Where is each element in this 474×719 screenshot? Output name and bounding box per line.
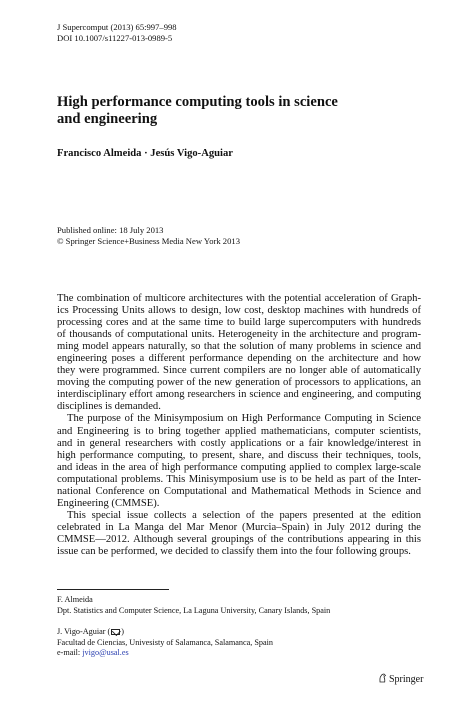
body-line: and ideas in the area of high performance computing applied to complex large-scale [57,461,421,473]
footnote-author-2-name-text: J. Vigo-Aguiar ( [57,627,111,636]
body-line: high performance computing, to present, share, and discuss their techniques, tools, [57,449,421,461]
paragraph-3 [57,510,421,558]
doi: DOI 10.1007/s11227-013-0989-5 [57,33,173,44]
body-line: The purpose of the Minisymposium on High Performance Computing in Science [67,413,421,425]
email-label: e-mail: [57,648,83,658]
published-date: Published online: 18 July 2013 [57,225,164,235]
footnote-author-2-name-close: ) [121,627,124,636]
body-line: moving the computing power of the new generation of processors to applications, an [57,377,421,389]
body-text [57,293,421,558]
body-line: ming model appears naturally, so that the solution of many problems in science and [57,341,421,353]
body-line: they were programmed. Since current compilers are no longer able of automatically [57,365,421,377]
journal-header [57,22,177,45]
body-line: The combination of multicore architectures with the potential acceleration of Graph- [57,293,421,304]
footnote-author-1-affiliation: Dpt. Statistics and Computer Science, La Laguna University, Canary Islands, Spain [57,605,331,615]
body-line: computational problems. This Minisymposium use is to be held as part of the Inter- [57,473,421,485]
body-line: interdisciplinary effort among researchers in science and engineering, and computing [57,389,421,401]
footnote-author-2-affiliation: Facultad de Ciencias, Univesisty of Salamanca, Salamanca, Spain [57,637,273,647]
envelope-icon [111,629,120,635]
publisher-name: Springer [389,674,424,685]
body-line: engineering poses a different performance depending on the architecture and how [57,353,421,365]
body-line: issue can be performed, we decided to classify them into the four following groups. [57,545,411,557]
body-line: celebrated in La Manga del Mar Menor (Murcia–Spain) in July 2012 during the [57,521,421,533]
paper-title-line-1: High performance computing tools in science [57,94,338,110]
body-line: ics Processing Units allows to design, low cost, desktop machines with hundreds of [57,305,421,317]
body-line: processing cores and at the same time to build large supercomputers with hundreds [57,317,421,329]
body-line: of thousands of computational units. Heterogeneity in the architecture and program- [57,329,421,341]
email-link[interactable]: jvigo@usal.es [82,648,129,658]
footnote-author-2-name [57,627,124,636]
footnote-divider [57,589,169,590]
publisher-logo [378,673,423,686]
email-line [57,648,129,657]
body-line: disciplines is demanded. [57,401,161,413]
journal-citation: J Supercomput (2013) 65:997–998 [57,22,177,32]
body-line: CMMSE—2012. Although several groupings of the contributions appearing in this [57,533,421,545]
paragraph-2 [57,413,421,509]
paragraph-1 [57,293,421,413]
paper-title-line-2: and engineering [57,111,158,128]
springer-horse-icon [378,673,387,683]
body-line: This special issue collects a selection of the papers presented at the edition [67,509,421,521]
footnote-author-2 [57,627,273,659]
body-line: Engineering (CMMSE). [57,497,160,509]
publication-info [57,225,240,247]
body-line: and Engineering is to bring together applied mathematicians, computer scientists, [57,425,421,437]
paper-title [57,94,437,128]
author-list: Francisco Almeida · Jesús Vigo-Aguiar [57,148,233,159]
body-line: national Conference on Computational and Mathematical Methods in Science and [57,485,421,497]
copyright: © Springer Science+Business Media New York 2013 [57,236,240,246]
footnote-author-1-name: F. Almeida [57,595,93,604]
footnote-author-1 [57,595,330,616]
body-line: and in general researchers with costly applications or a fair knowledge/interest in [57,437,421,449]
